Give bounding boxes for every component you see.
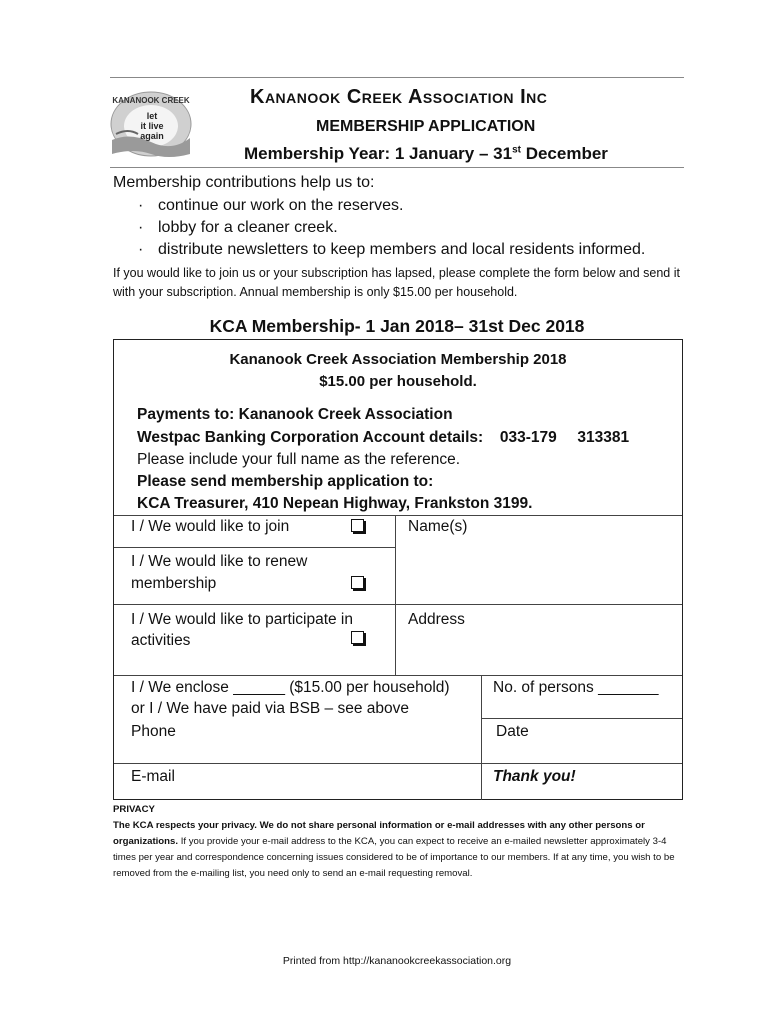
bullet-icon: · xyxy=(138,241,144,258)
enclose-line2: or I / We have paid via BSB – see above xyxy=(131,700,410,717)
list-item-text: continue our work on the reserves. xyxy=(158,197,404,214)
date-field[interactable] xyxy=(540,720,680,760)
svg-text:it live: it live xyxy=(140,121,164,131)
svg-text:let: let xyxy=(146,111,158,121)
send-to-label: Please send membership application to: xyxy=(137,473,434,490)
kananook-creek-logo-icon xyxy=(108,88,194,162)
thank-you: Thank you! xyxy=(493,768,576,785)
renew-checkbox[interactable] xyxy=(351,576,364,589)
box-title: Kananook Creek Association Membership 2018 xyxy=(229,351,567,368)
membership-year xyxy=(244,144,608,164)
treasurer-address: KCA Treasurer, 410 Nepean Highway, Frankston 3199. xyxy=(137,495,533,512)
persons-label: No. of persons _______ xyxy=(493,679,659,696)
email-field[interactable] xyxy=(190,765,478,798)
participate-label-line2: activities xyxy=(131,632,191,649)
grid-line xyxy=(481,675,482,800)
org-title: Kananook Creek Association Inc xyxy=(250,86,548,108)
email-label: E-mail xyxy=(131,768,175,785)
grid-line xyxy=(114,604,682,605)
reference-note: Please include your full name as the reference. xyxy=(137,451,461,468)
membership-year-end: December xyxy=(520,144,608,163)
account-number: 313381 xyxy=(577,429,630,446)
svg-text:again: again xyxy=(140,131,164,141)
membership-year-suffix-st: st xyxy=(512,144,521,156)
list-item xyxy=(138,197,403,215)
intro-paragraph: If you would like to join us or your subscription has lapsed, please complete the form below and send it with your subscription. Annual membership is only $15.00 per household. xyxy=(113,266,680,299)
bank-details xyxy=(137,429,629,447)
bsb-number: 033-179 xyxy=(499,429,557,446)
list-item xyxy=(138,219,338,237)
enclose-line1: I / We enclose ______ ($15.00 per household) xyxy=(131,679,450,696)
grid-line xyxy=(114,547,395,548)
box-price: $15.00 per household. xyxy=(319,373,477,390)
renew-label-line1: I / We would like to renew xyxy=(131,553,308,570)
date-label: Date xyxy=(496,723,529,740)
membership-period-heading: KCA Membership- 1 Jan 2018– 31st Dec 2018 xyxy=(209,316,585,336)
contributions-lead: Membership contributions help us to: xyxy=(113,174,375,191)
join-checkbox[interactable] xyxy=(351,519,364,532)
bank-label: Westpac Banking Corporation Account details: xyxy=(137,429,484,446)
renew-label-line2: membership xyxy=(131,575,217,592)
svg-text:KANANOOK CREEK: KANANOOK CREEK xyxy=(112,96,190,105)
form-title: MEMBERSHIP APPLICATION xyxy=(316,118,536,135)
privacy-body-text: If you provide your e-mail address to the KCA, you can expect to receive an e-mailed newsletter approximately 3-4 times per year and correspondence concerning issues considered to be of importance to our members. If at any time, you wish to be removed from the e-mailing list, you need only to send an e-mail requesting removal. xyxy=(113,836,675,879)
bullet-icon: · xyxy=(138,197,144,214)
membership-year-prefix: Membership Year: 1 January – 31 xyxy=(244,144,513,163)
payments-to: Payments to: Kananook Creek Association xyxy=(137,406,453,423)
phone-field[interactable] xyxy=(190,720,478,760)
bullet-icon: · xyxy=(138,219,144,236)
list-item-text: lobby for a cleaner creek. xyxy=(158,219,338,236)
grid-line xyxy=(482,718,682,719)
list-item-text: distribute newsletters to keep members and local residents informed. xyxy=(158,241,646,258)
address-label: Address xyxy=(408,611,465,628)
names-label: Name(s) xyxy=(408,518,468,535)
participate-label-line1: I / We would like to participate in xyxy=(131,611,353,628)
phone-label: Phone xyxy=(131,723,176,740)
printed-from-footer: Printed from http://kananookcreekassociation.org xyxy=(282,955,512,967)
participate-checkbox[interactable] xyxy=(351,631,364,644)
address-field[interactable] xyxy=(396,632,682,674)
privacy-text xyxy=(113,818,685,882)
join-label: I / We would like to join xyxy=(131,518,290,535)
privacy-bold-text: The KCA respects your privacy. We do not share personal information or e-mail addresses with any other persons or organizations. xyxy=(113,820,645,847)
top-rule xyxy=(110,77,684,78)
header-rule xyxy=(110,167,684,168)
names-field[interactable] xyxy=(396,540,682,603)
privacy-section xyxy=(113,802,685,882)
privacy-heading: PRIVACY xyxy=(113,804,155,815)
grid-line xyxy=(114,763,682,764)
grid-line xyxy=(114,675,682,676)
list-item xyxy=(138,241,645,259)
